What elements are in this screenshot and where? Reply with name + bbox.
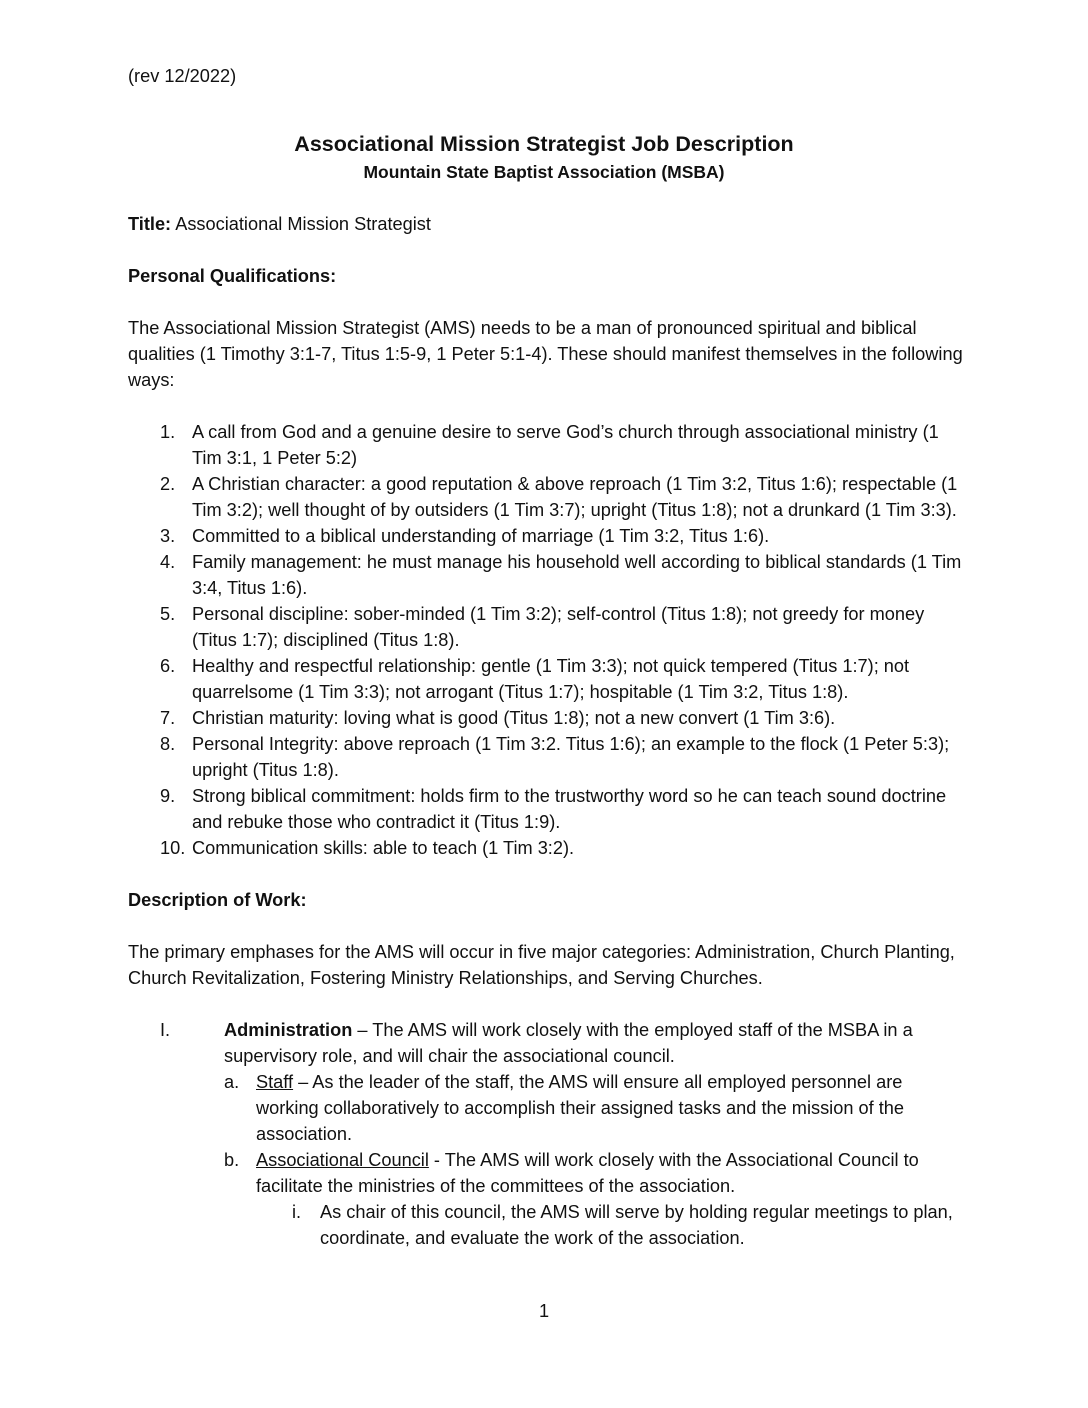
title-field-value: Associational Mission Strategist — [175, 214, 431, 234]
section-term: Administration — [224, 1020, 353, 1040]
title-field — [128, 211, 963, 237]
list-item-text: Family management: he must manage his household well according to biblical standards (1 Tim 3:4, Titus 1:6). — [192, 552, 962, 598]
list-item-text: A Christian character: a good reputation & above reproach (1 Tim 3:2, Titus 1:6); respectable (1 Tim 3:2); well thought of by outsiders (1 Tim 3:7); upright (Titus 1:8); not a drunkard (1 Tim 3:3). — [192, 474, 958, 520]
subsection-term: Associational Council — [256, 1150, 429, 1170]
list-item-number: 4. — [160, 552, 176, 572]
section-text: – The AMS will work closely with the employed staff of the MSBA in a supervisory role, and will chair the associational council. — [224, 1020, 913, 1066]
subsection-number: a. — [224, 1072, 240, 1092]
list-item — [128, 783, 963, 835]
list-item-number: 1. — [160, 422, 176, 442]
list-item — [128, 523, 963, 549]
subsection-term: Staff — [256, 1072, 294, 1092]
subsection-text: - The AMS will work closely with the Associational Council to facilitate the ministries of the committees of the association. — [256, 1150, 919, 1196]
list-item — [128, 835, 963, 861]
section-number: I. — [160, 1020, 171, 1040]
list-item-text: Healthy and respectful relationship: gentle (1 Tim 3:3); not quick tempered (Titus 1:7); not quarrelsome (1 Tim 3:3); not arrogant (Titus 1:7); hospitable (1 Tim 3:2, Titus 1:8). — [192, 656, 910, 702]
list-item — [128, 549, 963, 601]
sub-subsection-number: i. — [292, 1202, 302, 1222]
list-item — [128, 601, 963, 653]
list-item-number: 6. — [160, 656, 176, 676]
personal-qualifications-intro: The Associational Mission Strategist (AMS) needs to be a man of pronounced spiritual and biblical qualities (1 Timothy 3:1-7, Titus 1:5-9, 1 Peter 5:1-4). These should manifest themselves in the following ways: — [128, 318, 963, 390]
list-item — [128, 419, 963, 471]
subsection-text: – As the leader of the staff, the AMS will ensure all employed personnel are working collaboratively to accomplish their assigned tasks and the mission of the association. — [256, 1072, 905, 1144]
list-item — [128, 731, 963, 783]
list-item — [128, 471, 963, 523]
list-item — [128, 653, 963, 705]
list-item — [128, 705, 963, 731]
list-item-number: 5. — [160, 604, 176, 624]
title-field-label: Title: — [128, 214, 172, 234]
document-body — [128, 211, 963, 1251]
revision-note: (rev 12/2022) — [128, 66, 237, 86]
list-item-text: A call from God and a genuine desire to serve God’s church through associational ministry (1 Tim 3:1, 1 Peter 5:2) — [192, 422, 939, 468]
page-number: 1 — [538, 1301, 550, 1321]
document-title: Associational Mission Strategist Job Description — [294, 132, 794, 156]
description-of-work-intro: The primary emphases for the AMS will occur in five major categories: Administration, Church Planting, Church Revitalization, Fostering Ministry Relationships, and Serving Churches. — [128, 942, 955, 988]
list-item-number: 10. — [160, 838, 186, 858]
section-administration — [128, 1017, 963, 1069]
list-item-text: Personal Integrity: above reproach (1 Tim 3:2. Titus 1:6); an example to the flock (1 Peter 5:3); upright (Titus 1:8). — [192, 734, 950, 780]
list-item-number: 9. — [160, 786, 176, 806]
title-block — [0, 129, 1088, 185]
list-item-number: 7. — [160, 708, 176, 728]
sub-subsection-text: As chair of this council, the AMS will serve by holding regular meetings to plan, coordinate, and evaluate the work of the association. — [320, 1202, 953, 1248]
list-item-number: 2. — [160, 474, 176, 494]
sub-subsection-council-chair — [128, 1199, 963, 1251]
personal-qualifications-heading: Personal Qualifications: — [128, 266, 337, 286]
list-item-text: Personal discipline: sober-minded (1 Tim 3:2); self-control (Titus 1:8); not greedy for money (Titus 1:7); disciplined (Titus 1:8). — [192, 604, 925, 650]
subsection-associational-council — [128, 1147, 963, 1199]
list-item-text: Strong biblical commitment: holds firm to the trustworthy word so he can teach sound doctrine and rebuke those who contradict it (Titus 1:9). — [192, 786, 947, 832]
description-of-work-heading: Description of Work: — [128, 890, 307, 910]
list-item-text: Communication skills: able to teach (1 Tim 3:2). — [192, 838, 575, 858]
document-subtitle: Mountain State Baptist Association (MSBA) — [363, 162, 725, 182]
list-item-number: 3. — [160, 526, 176, 546]
subsection-number: b. — [224, 1150, 240, 1170]
list-item-number: 8. — [160, 734, 176, 754]
subsection-staff — [128, 1069, 963, 1147]
list-item-text: Christian maturity: loving what is good (Titus 1:8); not a new convert (1 Tim 3:6). — [192, 708, 836, 728]
list-item-text: Committed to a biblical understanding of marriage (1 Tim 3:2, Titus 1:6). — [192, 526, 770, 546]
qualifications-list — [128, 419, 963, 861]
